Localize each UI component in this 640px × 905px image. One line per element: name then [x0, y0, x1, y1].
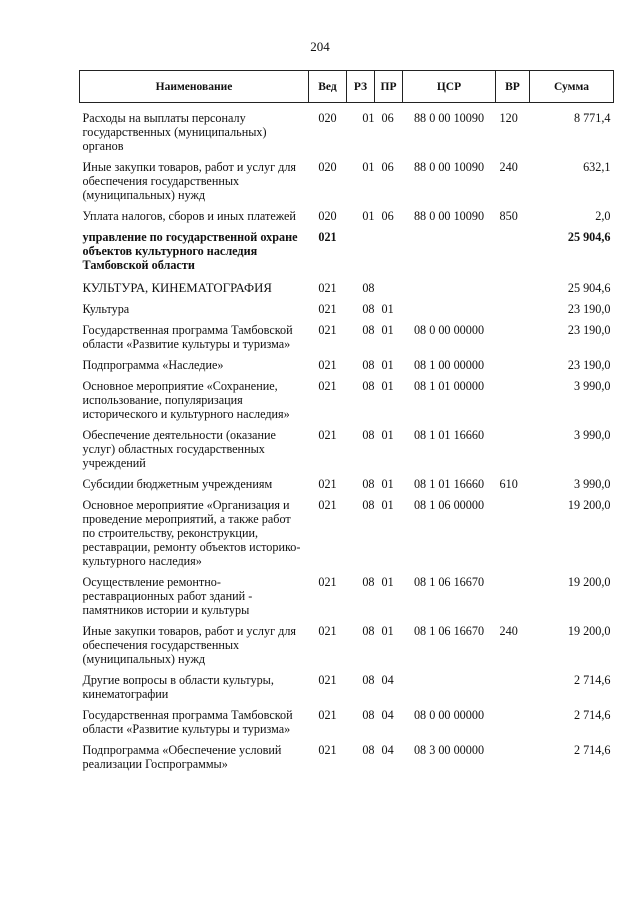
cell-sum: 2,0: [595, 209, 611, 223]
cell-pr: 01: [381, 624, 394, 638]
cell-sum: 3 990,0: [573, 428, 611, 442]
cell-csr: 08 1 00 00000: [413, 358, 485, 372]
cell-name: Уплата налогов, сборов и иных платежей: [82, 209, 296, 223]
cell-sum: 25 904,6: [567, 230, 611, 244]
header-csr: ЦСР: [403, 71, 496, 103]
cell-ved: 021: [318, 743, 337, 757]
cell-pr: 01: [381, 477, 394, 491]
cell-csr: 08 1 01 16660: [413, 428, 485, 442]
table-body: [80, 103, 614, 776]
cell-rz: 08: [362, 743, 375, 757]
table-row: [80, 376, 614, 425]
cell-rz: 08: [362, 323, 375, 337]
cell-rz: 08: [362, 673, 375, 687]
cell-csr: 88 0 00 10090: [413, 209, 485, 223]
cell-vr: [496, 670, 530, 705]
table-row: [80, 103, 614, 158]
table-row: [80, 425, 614, 474]
cell-vr: [496, 572, 530, 621]
cell-ved: 021: [318, 428, 337, 442]
cell-sum: 2 714,6: [573, 708, 611, 722]
cell-vr: [496, 227, 530, 276]
cell-csr: 08 3 00 00000: [413, 743, 485, 757]
table-row: [80, 206, 614, 227]
cell-name: Государственная программа Тамбовской области «Развитие культуры и туризма»: [82, 708, 293, 736]
table-row: [80, 705, 614, 740]
cell-sum: 2 714,6: [573, 743, 611, 757]
cell-rz: 08: [362, 477, 375, 491]
cell-pr: [375, 276, 403, 299]
cell-pr: 01: [381, 498, 394, 512]
cell-csr: 08 1 06 16670: [413, 624, 485, 638]
cell-vr: [496, 355, 530, 376]
table-row: [80, 572, 614, 621]
cell-csr: 88 0 00 10090: [413, 160, 485, 174]
cell-rz: 08: [362, 358, 375, 372]
table-row: [80, 670, 614, 705]
cell-rz: 08: [362, 575, 375, 589]
table-row: [80, 157, 614, 206]
cell-sum: 19 200,0: [567, 624, 611, 638]
cell-vr: 610: [499, 477, 518, 491]
cell-sum: 8 771,4: [573, 111, 611, 125]
cell-name: Иные закупки товаров, работ и услуг для обеспечения государственных (муниципальных) нужд: [82, 624, 297, 666]
table-row: [80, 495, 614, 572]
cell-csr: 08 0 00 00000: [413, 323, 485, 337]
cell-ved: 021: [318, 379, 337, 393]
header-rz: РЗ: [347, 71, 375, 103]
cell-ved: 021: [318, 673, 337, 687]
cell-sum: 23 190,0: [567, 358, 611, 372]
cell-vr: 120: [499, 111, 518, 125]
cell-vr: 850: [499, 209, 518, 223]
table-row: [80, 227, 614, 276]
cell-csr: 88 0 00 10090: [413, 111, 485, 125]
cell-sum: 3 990,0: [573, 477, 611, 491]
cell-vr: [496, 376, 530, 425]
cell-name: Другие вопросы в области культуры, кинематографии: [82, 673, 274, 701]
header-name: Наименование: [80, 71, 309, 103]
cell-csr: [403, 276, 496, 299]
cell-pr: 01: [381, 302, 394, 316]
cell-rz: 01: [362, 111, 375, 125]
cell-pr: 04: [381, 673, 394, 687]
cell-sum: 3 990,0: [573, 379, 611, 393]
cell-name: Обеспечение деятельности (оказание услуг) областных государственных учреждений: [82, 428, 276, 470]
cell-pr: 06: [381, 209, 394, 223]
cell-csr: 08 1 06 00000: [413, 498, 485, 512]
cell-rz: 08: [362, 428, 375, 442]
cell-rz: 08: [362, 281, 375, 295]
table-row: [80, 621, 614, 670]
cell-rz: 08: [362, 708, 375, 722]
header-row: [80, 71, 614, 103]
cell-name: Основное мероприятие «Организация и проведение мероприятий, а также работ по строительству, реконструкции, реставрации, ремонту объектов историко-культурного наследия»: [82, 498, 301, 568]
cell-pr: 06: [381, 160, 394, 174]
table-header: [80, 71, 614, 103]
cell-vr: [496, 425, 530, 474]
table-row: [80, 299, 614, 320]
cell-name: Расходы на выплаты персоналу государственных (муниципальных) органов: [82, 111, 267, 153]
cell-name: Иные закупки товаров, работ и услуг для обеспечения государственных (муниципальных) нужд: [82, 160, 297, 202]
cell-sum: 23 190,0: [567, 302, 611, 316]
cell-pr: 01: [381, 428, 394, 442]
cell-ved: 021: [318, 708, 337, 722]
cell-pr: 01: [381, 323, 394, 337]
cell-csr: [403, 299, 496, 320]
cell-vr: [496, 495, 530, 572]
cell-csr: [403, 227, 496, 276]
cell-rz: 08: [362, 498, 375, 512]
cell-vr: [496, 320, 530, 355]
cell-csr: [403, 670, 496, 705]
cell-ved: 021: [318, 281, 337, 295]
cell-rz: 01: [362, 160, 375, 174]
cell-name: управление по государственной охране объектов культурного наследия Тамбовской области: [82, 230, 298, 272]
cell-vr: [496, 740, 530, 775]
cell-sum: 19 200,0: [567, 575, 611, 589]
header-pr: ПР: [375, 71, 403, 103]
cell-pr: 01: [381, 575, 394, 589]
cell-ved: 020: [318, 160, 337, 174]
cell-ved: 021: [318, 302, 337, 316]
cell-rz: 08: [362, 379, 375, 393]
cell-csr: 08 1 06 16670: [413, 575, 485, 589]
cell-ved: 021: [318, 575, 337, 589]
cell-rz: 01: [362, 209, 375, 223]
cell-pr: 04: [381, 743, 394, 757]
cell-ved: 020: [318, 111, 337, 125]
cell-name: Культура: [82, 302, 130, 316]
header-ved: Вед: [309, 71, 347, 103]
cell-pr: 01: [381, 358, 394, 372]
cell-name: Государственная программа Тамбовской области «Развитие культуры и туризма»: [82, 323, 293, 351]
cell-csr: 08 1 01 00000: [413, 379, 485, 393]
table-row: [80, 355, 614, 376]
page-number: 204: [310, 39, 330, 54]
cell-vr: 240: [499, 160, 518, 174]
table-row: [80, 474, 614, 495]
cell-name: Субсидии бюджетным учреждениям: [82, 477, 273, 491]
cell-sum: 632,1: [583, 160, 611, 174]
cell-vr: 240: [499, 624, 518, 638]
cell-rz: [347, 227, 375, 276]
cell-name: Подпрограмма «Обеспечение условий реализации Госпрограммы»: [82, 743, 282, 771]
cell-name: Основное мероприятие «Сохранение, использование, популяризация исторического и культурного наследия»: [82, 379, 290, 421]
cell-ved: 021: [318, 358, 337, 372]
cell-ved: 020: [318, 209, 337, 223]
table-row: [80, 320, 614, 355]
cell-ved: 021: [318, 323, 337, 337]
cell-csr: 08 1 01 16660: [413, 477, 485, 491]
cell-ved: 021: [318, 498, 337, 512]
cell-name: Подпрограмма «Наследие»: [82, 358, 224, 372]
cell-rz: 08: [362, 624, 375, 638]
cell-sum: 19 200,0: [567, 498, 611, 512]
table-row: [80, 740, 614, 775]
header-sum: Сумма: [530, 71, 614, 103]
cell-pr: [375, 227, 403, 276]
cell-rz: 08: [362, 302, 375, 316]
cell-vr: [496, 276, 530, 299]
budget-table: [79, 70, 614, 775]
cell-sum: 2 714,6: [573, 673, 611, 687]
cell-sum: 23 190,0: [567, 323, 611, 337]
header-vr: ВР: [496, 71, 530, 103]
cell-pr: 06: [381, 111, 394, 125]
table-row: [80, 276, 614, 299]
cell-name: Осуществление ремонтно-реставрационных работ зданий - памятников истории и культуры: [82, 575, 253, 617]
cell-vr: [496, 705, 530, 740]
cell-csr: 08 0 00 00000: [413, 708, 485, 722]
cell-pr: 01: [381, 379, 394, 393]
cell-name: КУЛЬТУРА, КИНЕМАТОГРАФИЯ: [82, 281, 272, 295]
cell-ved: 021: [318, 230, 337, 244]
cell-ved: 021: [318, 624, 337, 638]
cell-ved: 021: [318, 477, 337, 491]
cell-sum: 25 904,6: [567, 281, 611, 295]
cell-pr: 04: [381, 708, 394, 722]
cell-vr: [496, 299, 530, 320]
